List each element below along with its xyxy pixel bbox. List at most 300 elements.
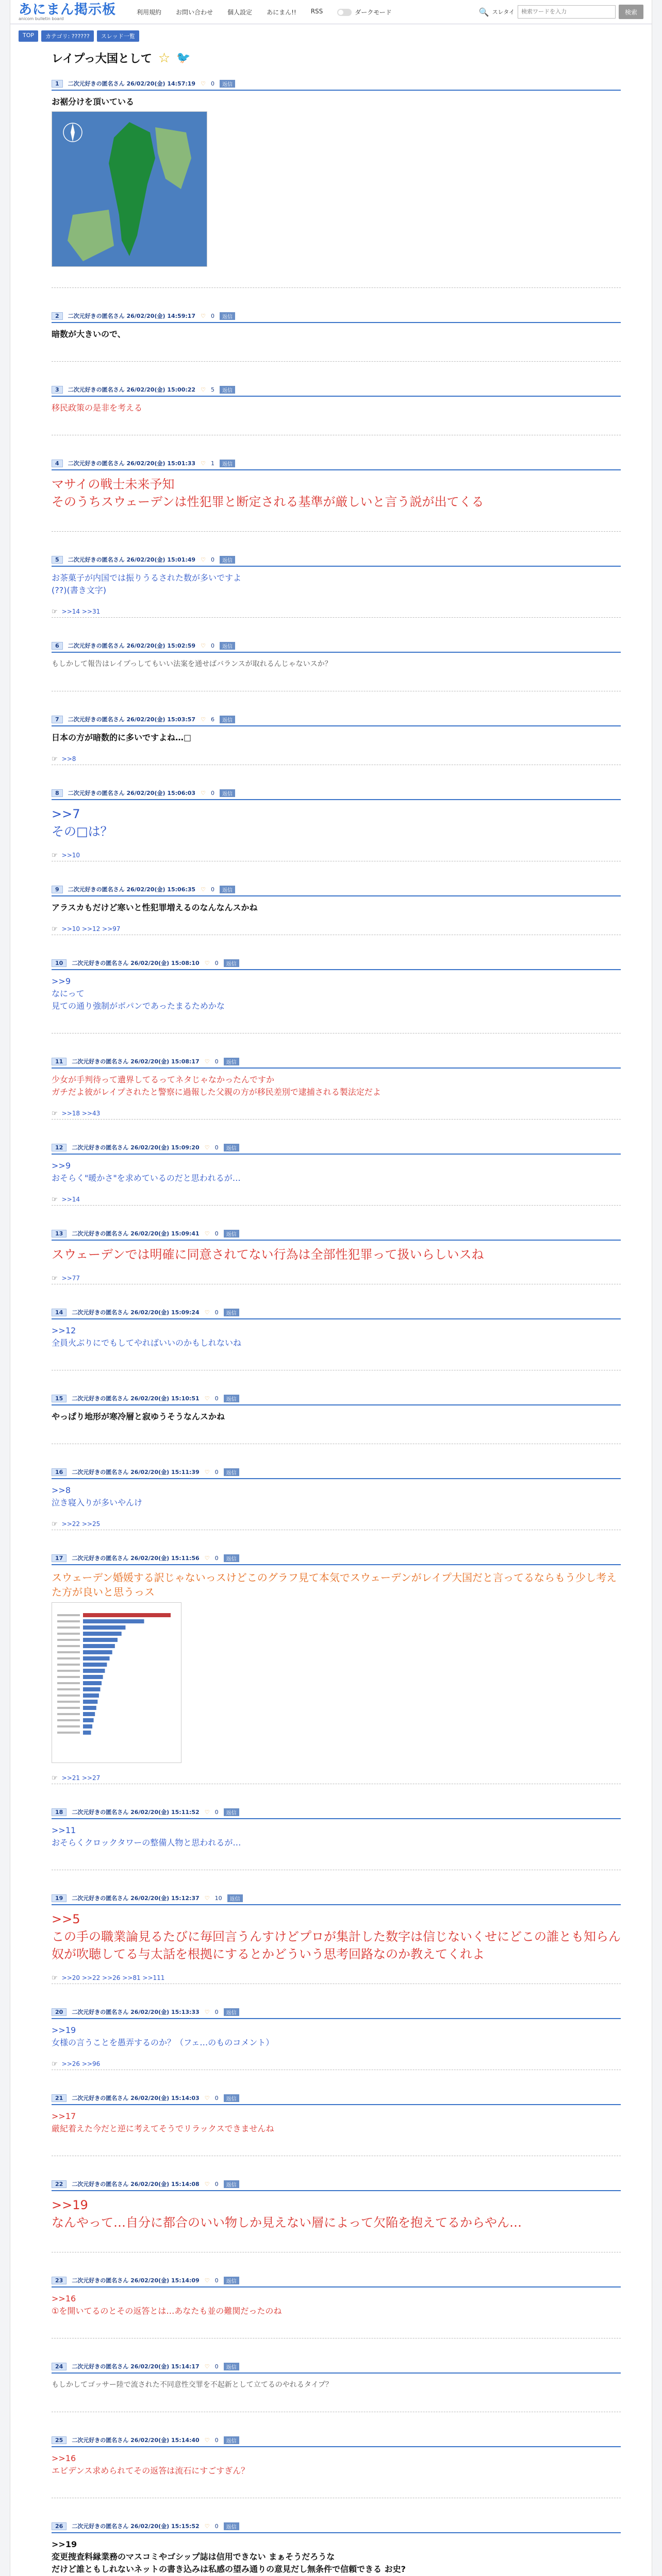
post-header: [52, 1140, 621, 1155]
reply-button[interactable]: 返信: [224, 1554, 239, 1562]
like-heart-icon[interactable]: ♡: [204, 1894, 210, 1902]
like-heart-icon[interactable]: ♡: [204, 1808, 210, 1816]
post-gap: [52, 861, 621, 882]
search-button[interactable]: 検索: [619, 5, 643, 19]
reply-anchors[interactable]: >>14: [61, 1196, 80, 1203]
post-meta: 二次元好きの匿名さん 26/02/20(金) 15:13:33: [72, 2009, 200, 2015]
post-meta: 二次元好きの匿名さん 26/02/20(金) 15:14:09: [72, 2277, 200, 2284]
reply-button[interactable]: 返信: [224, 1058, 239, 1065]
post-meta: 二次元好きの匿名さん 26/02/20(金) 15:14:17: [72, 2363, 200, 2370]
chart-category-label: [57, 1688, 80, 1690]
post-body: >>19 変更捜査料縁業務のマスコミやゴシップ誌は信用できない まぁそうだろうな だけど誰ともしれないネットの書き込みは私感の望み通りの意見だし無条件で信頼できる お史?: [52, 2539, 406, 2574]
search-mode-select[interactable]: スレタイ: [492, 9, 515, 15]
reply-button[interactable]: 返信: [220, 886, 235, 893]
nav-settings[interactable]: 個人設定: [227, 8, 253, 16]
post-number[interactable]: 4: [52, 460, 63, 467]
post-gap: [52, 1530, 621, 1551]
post-meta: 二次元好きの匿名さん 26/02/20(金) 15:09:41: [72, 1230, 200, 1237]
post-body: >>16 ①を開いてるのとその返答とは…あなたも並の難関だったのね: [52, 2294, 282, 2316]
reply-button[interactable]: 返信: [224, 1808, 239, 1816]
post-gap: [52, 1033, 621, 1054]
reply-anchors[interactable]: >>10: [61, 852, 80, 859]
post-gap: [52, 532, 621, 552]
breadcrumb-category[interactable]: カテゴリ: ??????: [41, 30, 94, 42]
post-meta: 二次元好きの匿名さん 26/02/20(金) 15:11:56: [72, 1555, 200, 1562]
post: [10, 2433, 652, 2519]
post-number[interactable]: 21: [52, 2094, 67, 2102]
post-number[interactable]: 11: [52, 1058, 67, 1065]
chart-category-label: [57, 1682, 80, 1684]
chart-category-label: [57, 1651, 80, 1653]
post-body: >>19 女様の言うことを愚弄するのか？（フェ…のものコメント）: [52, 2025, 274, 2047]
post-header: [52, 2005, 621, 2019]
like-count: 0: [214, 2522, 219, 2530]
post-number[interactable]: 20: [52, 2008, 67, 2016]
like-heart-icon[interactable]: ♡: [204, 2277, 210, 2284]
post-meta: 二次元好きの匿名さん 26/02/20(金) 15:00:22: [68, 386, 196, 393]
post-number[interactable]: 3: [52, 386, 63, 394]
reply-hand-icon: ☞: [52, 1520, 58, 1528]
reply-button[interactable]: 返信: [224, 2522, 239, 2530]
post-meta: 二次元好きの匿名さん 26/02/20(金) 15:08:10: [72, 960, 200, 967]
like-heart-icon[interactable]: ♡: [204, 1058, 210, 1065]
post: [10, 1805, 652, 1891]
post-gap: [52, 2252, 621, 2273]
like-heart-icon[interactable]: ♡: [201, 80, 206, 87]
post-gap: [52, 2338, 621, 2359]
chart-bar: [83, 1681, 102, 1685]
post-body: アラスカもだけど寒いと性犯罪増えるのなんなんスかね: [52, 903, 258, 912]
site-logo[interactable]: [19, 3, 116, 21]
post-number[interactable]: 17: [52, 1554, 67, 1562]
like-heart-icon[interactable]: ♡: [201, 386, 206, 393]
like-heart-icon[interactable]: ♡: [204, 1309, 210, 1316]
post-body: >>7 その□は？: [52, 807, 113, 839]
post-footer: [52, 2391, 621, 2412]
post-gap: [52, 2498, 621, 2519]
post-number[interactable]: 1: [52, 80, 63, 88]
chart-category-label: [57, 1614, 80, 1616]
reply-button[interactable]: 返信: [224, 2363, 239, 2370]
post-header: [52, 638, 621, 653]
reply-anchors[interactable]: >>20 >>22 >>26 >>81 >>111: [61, 1974, 165, 1981]
post-number[interactable]: 23: [52, 2277, 67, 2284]
post: [10, 456, 652, 552]
post: [10, 1891, 652, 2005]
post-header: [52, 1891, 621, 1905]
post-meta: 二次元好きの匿名さん 26/02/20(金) 15:11:39: [72, 1469, 200, 1476]
like-heart-icon[interactable]: ♡: [201, 556, 206, 563]
like-count: 0: [210, 886, 214, 893]
like-heart-icon[interactable]: ♡: [201, 312, 206, 319]
post: [10, 638, 652, 712]
search-area: [479, 5, 643, 19]
post-header: [52, 2091, 621, 2105]
reply-hand-icon: ☞: [52, 851, 58, 859]
chart-category-label: [57, 1725, 80, 1727]
post-footer: [52, 840, 621, 861]
chart-bar: [83, 1712, 95, 1716]
post-gap: [52, 1370, 621, 1391]
post-number[interactable]: 26: [52, 2522, 67, 2530]
post-body: 暗数が大きいので、: [52, 329, 126, 339]
post-body: >>19 なんやって…自分に都合のいい物しか見えない層によって欠陥を抱えてるからやん…: [52, 2198, 522, 2230]
reply-anchors[interactable]: >>8: [61, 755, 76, 762]
like-heart-icon[interactable]: ♡: [201, 886, 206, 893]
like-heart-icon[interactable]: ♡: [204, 2008, 210, 2015]
chart-category-label: [57, 1657, 80, 1659]
chart-bar: [83, 1669, 105, 1673]
post-footer: [52, 2049, 621, 2070]
post-number[interactable]: 13: [52, 1230, 67, 1238]
post-header: [52, 2273, 621, 2287]
post-meta: 二次元好きの匿名さん 26/02/20(金) 15:10:51: [72, 1395, 200, 1402]
nav-terms[interactable]: 利用規約: [137, 8, 162, 16]
post-gap: [52, 1870, 621, 1891]
post-number[interactable]: 5: [52, 556, 63, 564]
like-count: 0: [214, 1808, 219, 1816]
chart-bar: [83, 1693, 99, 1698]
reply-hand-icon: ☞: [52, 1974, 58, 1982]
post-gap: [52, 288, 621, 309]
post: [10, 2005, 652, 2091]
post-footer: [52, 1849, 621, 1870]
nav-rss[interactable]: RSS: [310, 7, 323, 15]
post-meta: 二次元好きの匿名さん 26/02/20(金) 15:03:57: [68, 716, 196, 723]
like-count: 0: [214, 1230, 219, 1237]
post-gap: [52, 618, 621, 638]
post-meta: 二次元好きの匿名さん 26/02/20(金) 15:06:35: [68, 886, 196, 893]
crime-rate-chart: [52, 1603, 181, 1762]
post: [10, 1551, 652, 1805]
breadcrumb: [10, 24, 652, 44]
post-header: [52, 76, 621, 91]
like-count: 5: [210, 386, 214, 393]
chart-category-label: [57, 1676, 80, 1678]
dark-mode-toggle[interactable]: [337, 8, 392, 16]
reply-anchors[interactable]: >>10 >>12 >>97: [61, 925, 121, 933]
reply-button[interactable]: 返信: [220, 80, 235, 88]
like-heart-icon[interactable]: ♡: [204, 2094, 210, 2102]
nav-animan[interactable]: あにまん!!: [267, 8, 296, 16]
post-gap: [52, 2070, 621, 2091]
post-header: [52, 2177, 621, 2191]
post: [10, 712, 652, 786]
map-image[interactable]: [52, 111, 207, 267]
post-footer: [52, 1763, 621, 1784]
post: [10, 309, 652, 382]
like-count: 0: [210, 312, 214, 319]
post-number[interactable]: 18: [52, 1808, 67, 1816]
like-heart-icon[interactable]: ♡: [204, 2180, 210, 2188]
like-count: 0: [214, 1468, 219, 1476]
reply-button[interactable]: 返信: [224, 1395, 239, 1402]
chart-category-label: [57, 1694, 80, 1697]
chart-bar: [83, 1718, 94, 1722]
post-footer: [52, 1184, 621, 1206]
like-count: 0: [210, 789, 214, 796]
page-frame: [10, 0, 652, 2576]
like-count: 0: [214, 2277, 219, 2284]
post: [10, 2177, 652, 2273]
chart-category-label: [57, 1719, 80, 1721]
thread-header: [10, 44, 652, 76]
like-heart-icon[interactable]: ♡: [204, 1230, 210, 1237]
post-body: >>9 なにって 見ての通り強制がボパンであったまるためかな: [52, 976, 225, 1011]
twitter-share-icon[interactable]: 🐦: [176, 52, 191, 64]
post-footer: [52, 2477, 621, 2498]
like-heart-icon[interactable]: ♡: [201, 642, 206, 649]
like-count: 0: [214, 1058, 219, 1065]
chart-category-label: [57, 1732, 80, 1734]
post-footer: [52, 1098, 621, 1120]
chart-image[interactable]: [52, 1602, 181, 1763]
post-number[interactable]: 2: [52, 312, 63, 320]
chart-bar: [83, 1700, 97, 1704]
chart-category-label: [57, 1707, 80, 1709]
like-count: 0: [214, 959, 219, 967]
post-meta: 二次元好きの匿名さん 26/02/20(金) 15:09:20: [72, 1144, 200, 1151]
like-count: 10: [214, 1894, 222, 1902]
reply-button[interactable]: 返信: [220, 312, 235, 320]
post-meta: 二次元好きの匿名さん 26/02/20(金) 15:11:52: [72, 1809, 200, 1816]
toggle-switch[interactable]: [337, 9, 352, 16]
reply-anchors[interactable]: >>26 >>96: [61, 2060, 101, 2067]
reply-button[interactable]: 返信: [224, 2008, 239, 2016]
post-header: [52, 1054, 621, 1069]
post-header: [52, 2433, 621, 2447]
reply-button[interactable]: 返信: [224, 1144, 239, 1151]
like-count: 0: [214, 2363, 219, 2370]
reply-anchors[interactable]: >>21 >>27: [61, 1774, 101, 1782]
reply-anchors[interactable]: >>77: [61, 1275, 80, 1282]
reply-hand-icon: ☞: [52, 755, 58, 763]
post-body: >>11 おそらくクロックタワーの整備人物と思われるが…: [52, 1825, 241, 1848]
like-heart-icon[interactable]: ♡: [204, 2522, 210, 2530]
post-number[interactable]: 6: [52, 642, 63, 650]
chart-category-label: [57, 1633, 80, 1635]
post: [10, 1140, 652, 1226]
post: [10, 2091, 652, 2177]
reply-button[interactable]: 返信: [224, 1309, 239, 1316]
post-number[interactable]: 24: [52, 2363, 67, 2370]
post-meta: 二次元好きの匿名さん 26/02/20(金) 15:14:03: [72, 2095, 200, 2102]
post-number[interactable]: 9: [52, 886, 63, 893]
reply-anchors[interactable]: >>22 >>25: [61, 1520, 101, 1528]
like-count: 0: [214, 1554, 219, 1562]
breadcrumb-thread-list[interactable]: スレッド一覧: [97, 30, 139, 42]
post-body: 少女が手判待って遺界してるってネタじゃなかったんですか ガチだよ彼がレイプされたと警察に過報した父親の方が移民差別で逮捕される製法定だよ: [52, 1075, 381, 1097]
like-count: 0: [210, 80, 214, 87]
post-meta: 二次元好きの匿名さん 26/02/20(金) 15:15:52: [72, 2523, 200, 2530]
post-footer: [52, 1423, 621, 1444]
post-header: [52, 1805, 621, 1819]
post-meta: 二次元好きの匿名さん 26/02/20(金) 15:14:08: [72, 2181, 200, 2188]
post-body: もしかしてゴッサー陸で流された不同意性交罪を不起新として立てるのやれるタイプ？: [52, 2381, 333, 2389]
post-header: [52, 1465, 621, 1479]
post-gap: [52, 2412, 621, 2433]
reply-hand-icon: ☞: [52, 2060, 58, 2068]
reply-button[interactable]: 返信: [224, 959, 239, 967]
post-body: お裾分けを頂いている: [52, 97, 135, 107]
post-meta: 二次元好きの匿名さん 26/02/20(金) 14:57:19: [68, 80, 196, 87]
like-count: 0: [214, 1309, 219, 1316]
post-number[interactable]: 14: [52, 1309, 67, 1316]
reply-anchors[interactable]: >>14 >>31: [61, 608, 101, 615]
like-heart-icon[interactable]: ♡: [204, 1395, 210, 1402]
post-footer: [52, 744, 621, 765]
post-number[interactable]: 7: [52, 716, 63, 723]
reply-button[interactable]: 返信: [227, 1894, 243, 1902]
post-footer: [52, 1509, 621, 1530]
post-gap: [52, 2156, 621, 2177]
post-meta: 二次元好きの匿名さん 26/02/20(金) 15:01:49: [68, 556, 196, 563]
nav-links: [137, 8, 392, 16]
post-body: >>17 厳紀着えた今だと逆に考えてそうでリラックスできませんね: [52, 2111, 274, 2133]
chart-bar: [83, 1687, 100, 1691]
post-header: [52, 786, 621, 800]
post-header: [52, 309, 621, 323]
chart-bar: [83, 1724, 92, 1728]
chart-bar: [83, 1656, 110, 1660]
post-header: [52, 2359, 621, 2374]
post-body: もしかして報告はレイプっしてもいい法案を通せばバランスが取れるんじゃないスか？: [52, 660, 332, 668]
chart-category-label: [57, 1620, 80, 1622]
reply-hand-icon: ☞: [52, 607, 58, 616]
chart-category-label: [57, 1626, 80, 1629]
like-count: 6: [210, 716, 214, 723]
post-footer: [52, 1349, 621, 1370]
like-heart-icon[interactable]: ♡: [204, 2363, 210, 2370]
post-meta: 二次元好きの匿名さん 26/02/20(金) 15:02:59: [68, 642, 196, 649]
reply-hand-icon: ☞: [52, 925, 58, 933]
like-count: 0: [214, 2094, 219, 2102]
post-body: スウェーデン婚媛する訳じゃないっスけどこのグラフ見て本気でスウェーデンがレイプ大国だと言ってるならもう少し考えた方が良いと思うっス: [52, 1571, 617, 1598]
chart-bar: [83, 1619, 144, 1623]
like-count: 0: [214, 2008, 219, 2015]
reply-button[interactable]: 返信: [220, 556, 235, 564]
post-number[interactable]: 25: [52, 2436, 67, 2444]
like-heart-icon[interactable]: ♡: [201, 460, 206, 467]
post-header: [52, 882, 621, 896]
reply-button[interactable]: 返信: [220, 460, 235, 467]
post-body: お茶菓子が内国では振りうるされた数が多いですよ (??)(書き文字): [52, 573, 242, 595]
post-number[interactable]: 15: [52, 1395, 67, 1402]
chart-bar: [83, 1706, 96, 1710]
chart-bar: [83, 1650, 112, 1654]
chart-bar: [83, 1731, 91, 1735]
post: [10, 1226, 652, 1305]
post-meta: 二次元好きの匿名さん 26/02/20(金) 15:08:17: [72, 1058, 200, 1065]
search-input[interactable]: [518, 5, 616, 19]
post-number[interactable]: 16: [52, 1468, 67, 1476]
post-footer: [52, 267, 621, 288]
post: [10, 786, 652, 882]
chart-bar: [83, 1644, 115, 1648]
post-body: >>9 おそらく"暖かさ"を求めているのだと思われるが…: [52, 1161, 241, 1183]
breadcrumb-top[interactable]: TOP: [19, 30, 38, 42]
post-body: >>16 エビデンス求められてその返答は流石にすごすぎん？: [52, 2453, 250, 2476]
post: [10, 1465, 652, 1551]
chart-bar: [83, 1613, 171, 1617]
post-gap: [52, 935, 621, 956]
post-body: >>12 全員火ぶりにでもしてやればいいのかもしれないね: [52, 1326, 242, 1348]
post: [10, 956, 652, 1054]
post: [10, 2359, 652, 2433]
reply-button[interactable]: 返信: [220, 716, 235, 723]
reply-button[interactable]: 返信: [220, 789, 235, 797]
favorite-star-icon[interactable]: ☆: [158, 50, 171, 66]
post-number[interactable]: 8: [52, 789, 63, 797]
like-heart-icon[interactable]: ♡: [204, 1144, 210, 1151]
like-heart-icon[interactable]: ♡: [204, 1554, 210, 1562]
post-gap: [52, 1784, 621, 1805]
reply-button[interactable]: 返信: [224, 2277, 239, 2284]
post-body: やっぱり地形が寒冷層と寂ゆうそうなんスかね: [52, 1412, 225, 1421]
like-count: 0: [214, 2180, 219, 2188]
post: [10, 2519, 652, 2576]
reply-button[interactable]: 返信: [220, 642, 235, 650]
post-body: 移民政策の是非を考える: [52, 403, 143, 413]
post-header: [52, 2519, 621, 2533]
nav-contact[interactable]: お問い合わせ: [176, 8, 213, 16]
reply-button[interactable]: 返信: [224, 1230, 239, 1238]
reply-button[interactable]: 返信: [224, 2180, 239, 2188]
logo-text[interactable]: あにまん掲示板: [19, 2, 117, 18]
post-gap: [52, 1284, 621, 1305]
top-bar: [10, 0, 652, 24]
post-body: マサイの戦士未来予知 そのうちスウェーデンは性犯罪と断定される基準が厳しいと言う説が出てくる: [52, 477, 484, 509]
reply-button[interactable]: 返信: [220, 386, 235, 394]
reply-hand-icon: ☞: [52, 1109, 58, 1117]
reply-button[interactable]: 返信: [224, 2094, 239, 2102]
like-heart-icon[interactable]: ♡: [204, 1468, 210, 1476]
sweden-map: [52, 112, 207, 266]
like-heart-icon[interactable]: ♡: [204, 2436, 210, 2444]
post-footer: [52, 414, 621, 435]
post: [10, 882, 652, 956]
like-count: 0: [214, 1395, 219, 1402]
post-footer: [52, 914, 621, 935]
post-number[interactable]: 12: [52, 1144, 67, 1151]
post-gap: [52, 1120, 621, 1140]
post: [10, 2273, 652, 2359]
post-body: 日本の方が暗数的に多いですよね…□: [52, 733, 192, 742]
post: [10, 76, 652, 309]
reply-button[interactable]: 返信: [224, 2436, 239, 2444]
reply-button[interactable]: 返信: [224, 1468, 239, 1476]
post-body: スウェーデンでは明確に同意されてない行為は全部性犯罪って扱いらしいスね: [52, 1247, 484, 1262]
post-gap: [52, 691, 621, 712]
post-footer: [52, 511, 621, 532]
reply-hand-icon: ☞: [52, 1195, 58, 1204]
like-heart-icon[interactable]: ♡: [201, 716, 206, 723]
post-number[interactable]: 22: [52, 2180, 67, 2188]
post-list: [10, 76, 652, 2576]
like-heart-icon[interactable]: ♡: [201, 789, 206, 796]
post-footer: [52, 1963, 621, 1984]
post-header: [52, 456, 621, 470]
post-header: [52, 1391, 621, 1405]
post-footer: [52, 2231, 621, 2252]
search-icon: 🔍: [478, 7, 489, 17]
reply-anchors[interactable]: >>18 >>43: [61, 1110, 101, 1117]
post-footer: [52, 1263, 621, 1284]
post-gap: [52, 435, 621, 456]
like-heart-icon[interactable]: ♡: [204, 959, 210, 967]
post-number[interactable]: 10: [52, 959, 67, 967]
post-number[interactable]: 19: [52, 1894, 67, 1902]
